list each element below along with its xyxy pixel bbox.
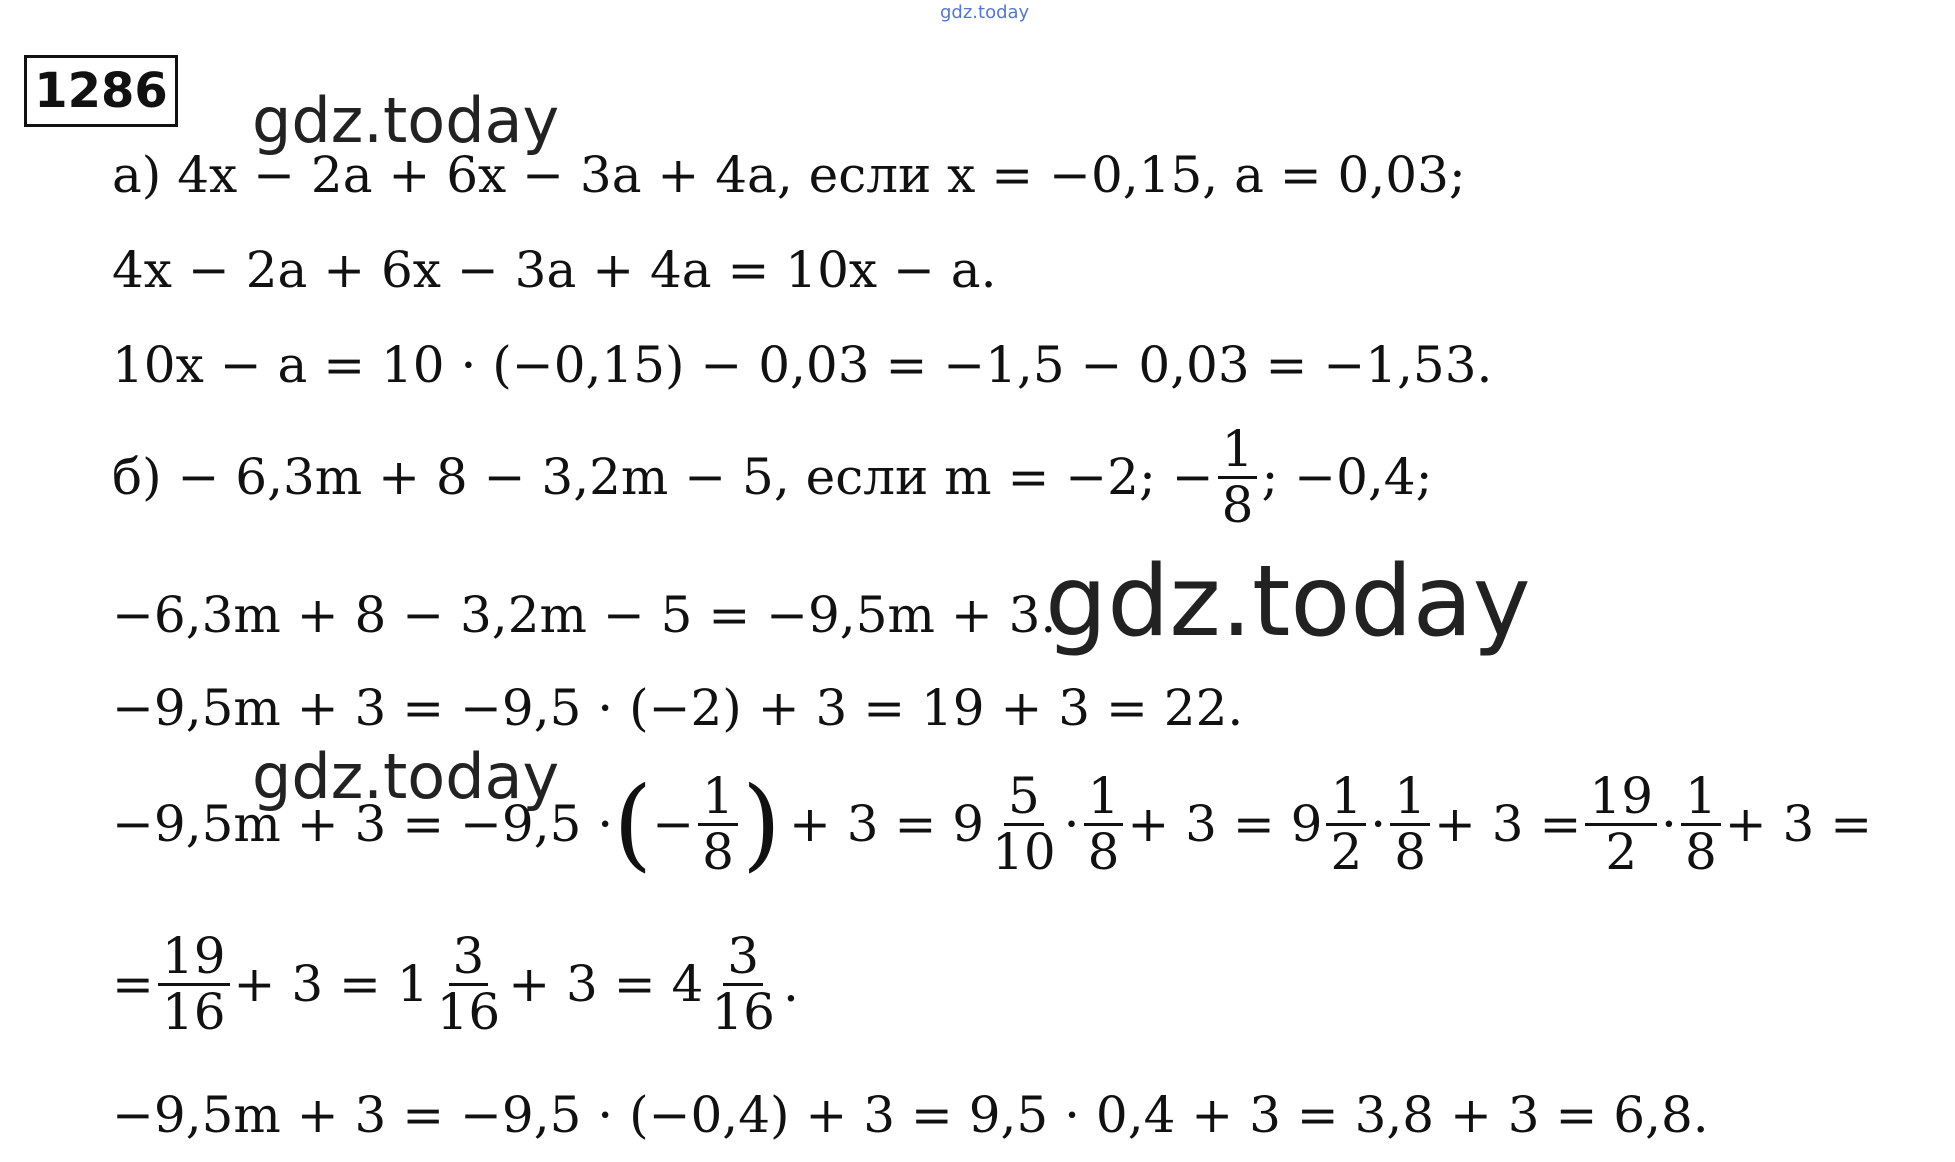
watermark-2: gdz.today — [1045, 545, 1531, 659]
fraction-numerator: 19 — [158, 930, 230, 986]
fraction — [158, 927, 230, 1041]
part-a-line-1: а) 4x − 2a + 6x − 3a + 4a, если x = −0,15, a = 0,03; — [112, 146, 1466, 204]
fraction — [1218, 420, 1258, 534]
fraction-numerator: 1 — [1326, 770, 1366, 826]
fraction-numerator: 1 — [1681, 770, 1721, 826]
part-b-line-2: −6,3m + 8 − 3,2m − 5 = −9,5m + 3. — [112, 586, 1057, 644]
part-b-line-1-prefix: б) − 6,3m + 8 − 3,2m − 5, если m = −2; − — [112, 448, 1214, 506]
part-b-line-1 — [112, 420, 1433, 534]
expr-part: + 3 = — [1434, 795, 1582, 853]
fraction-denominator: 8 — [1087, 822, 1120, 881]
fraction-denominator: 16 — [436, 982, 501, 1041]
expr-part: −9,5m + 3 = −9,5 · — [112, 795, 614, 853]
watermark-1: gdz.today — [252, 84, 560, 157]
fraction-numerator: 1 — [1390, 770, 1430, 826]
expr-part: + 3 = 4 — [508, 955, 704, 1013]
fraction-denominator: 8 — [702, 822, 734, 881]
fraction-numerator: 3 — [449, 930, 489, 986]
multiply-dot: · — [1370, 795, 1387, 853]
fraction-denominator: 8 — [1221, 475, 1254, 534]
site-label-top[interactable]: gdz.today — [940, 2, 1030, 23]
expr-part: + 3 = 9 — [1127, 795, 1323, 853]
minus-sign: − — [652, 795, 695, 853]
multiply-dot: · — [1661, 795, 1677, 853]
fraction — [433, 927, 505, 1041]
fraction — [1390, 767, 1430, 881]
fraction — [988, 767, 1060, 881]
part-b-line-6: −9,5m + 3 = −9,5 · (−0,4) + 3 = 9,5 · 0,4 + 3 = 3,8 + 3 = 6,8. — [112, 1086, 1709, 1144]
fraction-numerator: 1 — [1084, 770, 1124, 826]
fraction-numerator: 3 — [723, 930, 763, 986]
multiply-dot: · — [1063, 795, 1080, 853]
part-a-line-2: 4x − 2a + 6x − 3a + 4a = 10x − a. — [112, 241, 997, 299]
part-b-line-3: −9,5m + 3 = −9,5 · (−2) + 3 = 19 + 3 = 22. — [112, 679, 1244, 737]
expr-part: + 3 = — [1724, 795, 1873, 853]
fraction-numerator: 19 — [1585, 770, 1657, 826]
task-number-box: 1286 — [24, 55, 178, 127]
fraction-numerator: 1 — [698, 770, 738, 826]
part-a-line-3: 10x − a = 10 · (−0,15) − 0,03 = −1,5 − 0,03 = −1,53. — [112, 336, 1493, 394]
fraction — [1084, 767, 1124, 881]
fraction-denominator: 16 — [711, 982, 775, 1041]
fraction-denominator: 10 — [992, 822, 1056, 881]
expr-part: + 3 = 1 — [233, 955, 429, 1013]
fraction-numerator: 1 — [1218, 423, 1258, 479]
part-b-line-5 — [112, 927, 799, 1041]
fraction — [1585, 767, 1657, 881]
part-b-line-1-suffix: ; −0,4; — [1261, 448, 1433, 506]
expr-part: = — [112, 955, 154, 1013]
expr-part: + 3 = 9 — [788, 795, 985, 853]
fraction-denominator: 8 — [1684, 822, 1717, 881]
open-paren: ( — [613, 765, 653, 882]
fraction-denominator: 16 — [161, 982, 226, 1041]
fraction-denominator: 2 — [1330, 822, 1363, 881]
expr-part: . — [782, 955, 799, 1013]
fraction — [1681, 767, 1721, 881]
fraction — [1326, 767, 1366, 881]
fraction-denominator: 2 — [1605, 822, 1638, 881]
watermark-3: gdz.today — [252, 740, 560, 813]
fraction — [698, 767, 738, 881]
close-paren: ) — [741, 765, 781, 882]
fraction — [707, 927, 779, 1041]
fraction-numerator: 5 — [1004, 770, 1044, 826]
part-b-line-4 — [112, 765, 1873, 882]
fraction-denominator: 8 — [1394, 822, 1427, 881]
